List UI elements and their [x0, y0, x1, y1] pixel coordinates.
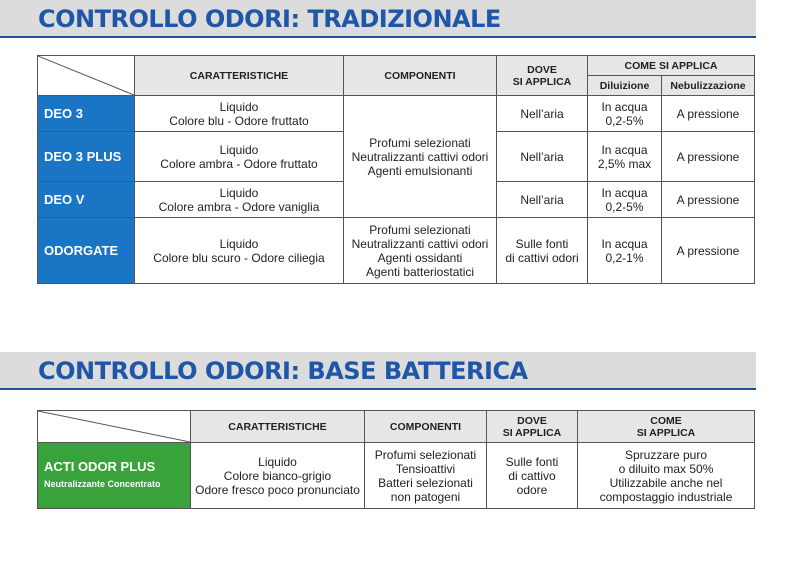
- product-name: DEO 3 PLUS: [38, 132, 135, 182]
- header-componenti: COMPONENTI: [344, 56, 497, 96]
- dove-cell: Sulle fonti di cattivi odori: [497, 218, 588, 284]
- header-caratteristiche: CARATTERISTICHE: [191, 411, 365, 443]
- section-banner-tradizionale: [0, 0, 756, 38]
- componenti-cell: Profumi selezionati Neutralizzanti cattivi odori Agenti ossidanti Agenti batteriostatici: [344, 218, 497, 284]
- product-name: DEO 3: [38, 96, 135, 132]
- header-dove: DOVE SI APPLICA: [497, 56, 588, 96]
- dove-cell: Sulle fonti di cattivo odore: [487, 443, 578, 509]
- section-title: CONTROLLO ODORI: TRADIZIONALE: [38, 5, 501, 33]
- header-corner-cell: [38, 56, 135, 96]
- header-nebulizzazione: Nebulizzazione: [662, 76, 755, 96]
- header-dove: DOVE SI APPLICA: [487, 411, 578, 443]
- product-name: ODORGATE: [38, 218, 135, 284]
- nebulizzazione-cell: A pressione: [662, 218, 755, 284]
- caratteristiche-cell: Liquido Colore ambra - Odore fruttato: [135, 132, 344, 182]
- header-corner-cell: [38, 411, 191, 443]
- diluizione-cell: In acqua 0,2-5%: [588, 182, 662, 218]
- come-cell: Spruzzare puro o diluito max 50% Utilizzabile anche nel compostaggio industriale: [578, 443, 755, 509]
- diluizione-cell: In acqua 2,5% max: [588, 132, 662, 182]
- caratteristiche-cell: Liquido Colore ambra - Odore vaniglia: [135, 182, 344, 218]
- product-name: ACTI ODOR PLUS Neutralizzante Concentrato: [38, 443, 191, 509]
- caratteristiche-cell: Liquido Colore blu - Odore fruttato: [135, 96, 344, 132]
- dove-cell: Nell’aria: [497, 182, 588, 218]
- diluizione-cell: In acqua 0,2-5%: [588, 96, 662, 132]
- table-row: [38, 96, 755, 132]
- componenti-cell: Profumi selezionati Tensioattivi Batteri selezionati non patogeni: [365, 443, 487, 509]
- header-componenti: COMPONENTI: [365, 411, 487, 443]
- section-banner-base-batterica: [0, 352, 756, 390]
- componenti-cell: Profumi selezionati Neutralizzanti cattivi odori Agenti emulsionanti: [344, 96, 497, 218]
- table-row: [38, 218, 755, 284]
- header-caratteristiche: CARATTERISTICHE: [135, 56, 344, 96]
- caratteristiche-cell: Liquido Colore bianco-grigio Odore fresco poco pronunciato: [191, 443, 365, 509]
- product-subname: Neutralizzante Concentrato: [44, 479, 161, 489]
- nebulizzazione-cell: A pressione: [662, 182, 755, 218]
- product-name: DEO V: [38, 182, 135, 218]
- dove-cell: Nell’aria: [497, 132, 588, 182]
- nebulizzazione-cell: A pressione: [662, 132, 755, 182]
- nebulizzazione-cell: A pressione: [662, 96, 755, 132]
- section-title: CONTROLLO ODORI: BASE BATTERICA: [38, 357, 528, 385]
- header-come-si-applica: COME SI APPLICA: [578, 411, 755, 443]
- table-base-batterica: [37, 410, 755, 509]
- diluizione-cell: In acqua 0,2-1%: [588, 218, 662, 284]
- header-come-si-applica: COME SI APPLICA: [588, 56, 755, 76]
- table-tradizionale: [37, 55, 755, 284]
- dove-cell: Nell’aria: [497, 96, 588, 132]
- header-diluizione: Diluizione: [588, 76, 662, 96]
- caratteristiche-cell: Liquido Colore blu scuro - Odore ciliegia: [135, 218, 344, 284]
- table-row: [38, 443, 755, 509]
